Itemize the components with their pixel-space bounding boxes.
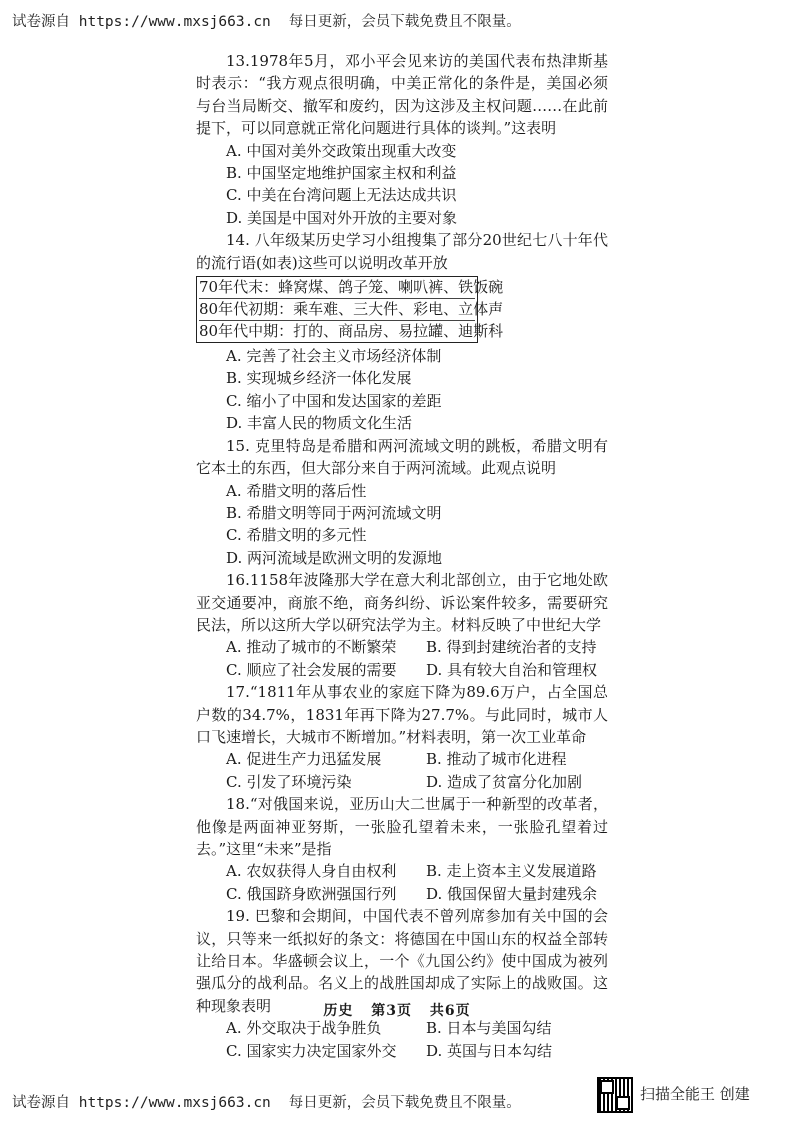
page-footer (0, 1000, 794, 1020)
option-a: A. 外交取决于战争胜负 (226, 1019, 382, 1038)
question-stem: 16.1158年波隆那大学在意大利北部创立，由于它地处欧亚交通要冲，商旅不绝，商务纠纷、诉讼案件较多，需要研究民法，所以这所大学以研究法学为主。材料反映了中世纪大学 (196, 571, 608, 634)
question-stem: 14. 八年级某历史学习小组搜集了部分20世纪七八十年代的流行语(如表)这些可以说明改革开放 (196, 231, 608, 272)
question-14 (196, 229, 608, 434)
option-c: C. 中美在台湾问题上无法达成共识 (226, 186, 457, 205)
option-b: B. 推动了城市化进程 (426, 750, 567, 769)
question-15 (196, 435, 608, 569)
option-a: A. 促进生产力迅猛发展 (226, 750, 382, 769)
banner-site[interactable]: 试卷源自 https://www.mxsj663.cn (12, 14, 271, 30)
option-b: B. 得到封建统治者的支持 (426, 638, 597, 657)
option-a: A. 中国对美外交政策出现重大改变 (226, 141, 457, 160)
banner-notice: 每日更新，会员下载免费且不限量。 (288, 1095, 521, 1111)
question-13 (196, 50, 608, 229)
option-d: D. 两河流域是欧洲文明的发源地 (226, 548, 443, 567)
option-b: B. 中国坚定地维护国家主权和利益 (226, 164, 457, 183)
option-c: C. 俄国跻身欧洲强国行列 (226, 884, 397, 903)
table-row: 80年代中期：打的、商品房、易拉罐、迪斯科 (199, 322, 504, 341)
option-d: D. 具有较大自治和管理权 (426, 660, 598, 679)
qr-code-icon (597, 1077, 633, 1113)
option-d: D. 美国是中国对外开放的主要对象 (226, 208, 458, 227)
footer-page: 第3页 (371, 1003, 412, 1019)
option-row (196, 748, 608, 770)
option-b: B. 希腊文明等同于两河流域文明 (226, 503, 442, 522)
option-d: D. 英国与日本勾结 (426, 1041, 553, 1060)
buzzword-table (196, 276, 504, 343)
table-row: 80年代初期：乘车难、三大件、彩电、立体声 (199, 300, 504, 319)
bottom-banner (12, 1091, 521, 1112)
option-c: C. 希腊文明的多元性 (226, 526, 367, 545)
option-d: D. 造成了贫富分化加剧 (426, 772, 583, 791)
option-row (196, 636, 608, 658)
option-b: B. 实现城乡经济一体化发展 (226, 369, 412, 388)
option-row (196, 771, 608, 793)
question-17 (196, 681, 608, 793)
table-row: 70年代末：蜂窝煤、鸽子笼、喇叭裤、铁饭碗 (199, 278, 504, 297)
scanner-watermark: 扫描全能王 创建 (640, 1085, 750, 1103)
option-a: A. 希腊文明的落后性 (226, 481, 367, 500)
question-stem: 15. 克里特岛是希腊和两河流域文明的跳板，希腊文明有它本土的东西，但大部分来自于两河流域。此观点说明 (196, 436, 608, 478)
option-row (196, 1017, 608, 1039)
option-c: C. 国家实力决定国家外交 (226, 1041, 397, 1060)
question-stem: 17.“1811年从事农业的家庭下降为89.6万户，占全国总户数的34.7%，1831年再下降为27.7%。与此同时，城市人口飞速增长，大城市不断增加。”材料表明，第一次工业革命 (196, 683, 608, 746)
option-b: B. 日本与美国勾结 (426, 1019, 552, 1038)
option-row (196, 1040, 608, 1062)
option-a: A. 推动了城市的不断繁荣 (226, 638, 397, 657)
option-row (196, 659, 608, 681)
top-banner (12, 10, 521, 31)
option-a: A. 完善了社会主义市场经济体制 (226, 347, 442, 366)
question-stem: 19. 巴黎和会期间，中国代表不曾列席参加有关中国的会议，只等来一纸拟好的条文：将德国在中国山东的权益全部转让给日本。华盛顿会议上，一个《九国公约》使中国成为被列强瓜分的战利品。名义上的战胜国却成了实际上的战败国。这种现象表明 (196, 907, 608, 1015)
question-stem: 13.1978年5月，邓小平会见来访的美国代表布热津斯基时表示：“我方观点很明确，中美正常化的条件是，美国必须与台当局断交、撤军和废约，因为这涉及主权问题……在此前提下，可以同意就正常化问题进行具体的谈判。”这表明 (196, 52, 608, 138)
question-18 (196, 793, 608, 905)
option-row (196, 883, 608, 905)
option-d: D. 丰富人民的物质文化生活 (226, 414, 413, 433)
option-b: B. 走上资本主义发展道路 (426, 862, 597, 881)
option-c: C. 顺应了社会发展的需要 (226, 660, 397, 679)
question-16 (196, 569, 608, 681)
question-19 (196, 905, 608, 1062)
option-c: C. 缩小了中国和发达国家的差距 (226, 391, 442, 410)
banner-site[interactable]: 试卷源自 https://www.mxsj663.cn (12, 1095, 271, 1111)
footer-total: 共6页 (429, 1003, 471, 1019)
option-c: C. 引发了环境污染 (226, 772, 352, 791)
exam-content (196, 50, 608, 1062)
option-row (196, 860, 608, 882)
banner-notice: 每日更新，会员下载免费且不限量。 (288, 14, 521, 30)
option-a: A. 农奴获得人身自由权利 (226, 862, 397, 881)
question-stem: 18.“对俄国来说，亚历山大二世属于一种新型的改革者，他像是两面神亚努斯，一张脸孔望着未来，一张脸孔望着过去。”这里“未来”是指 (196, 795, 608, 858)
footer-subject: 历史 (323, 1003, 354, 1019)
option-d: D. 俄国保留大量封建残余 (426, 884, 598, 903)
